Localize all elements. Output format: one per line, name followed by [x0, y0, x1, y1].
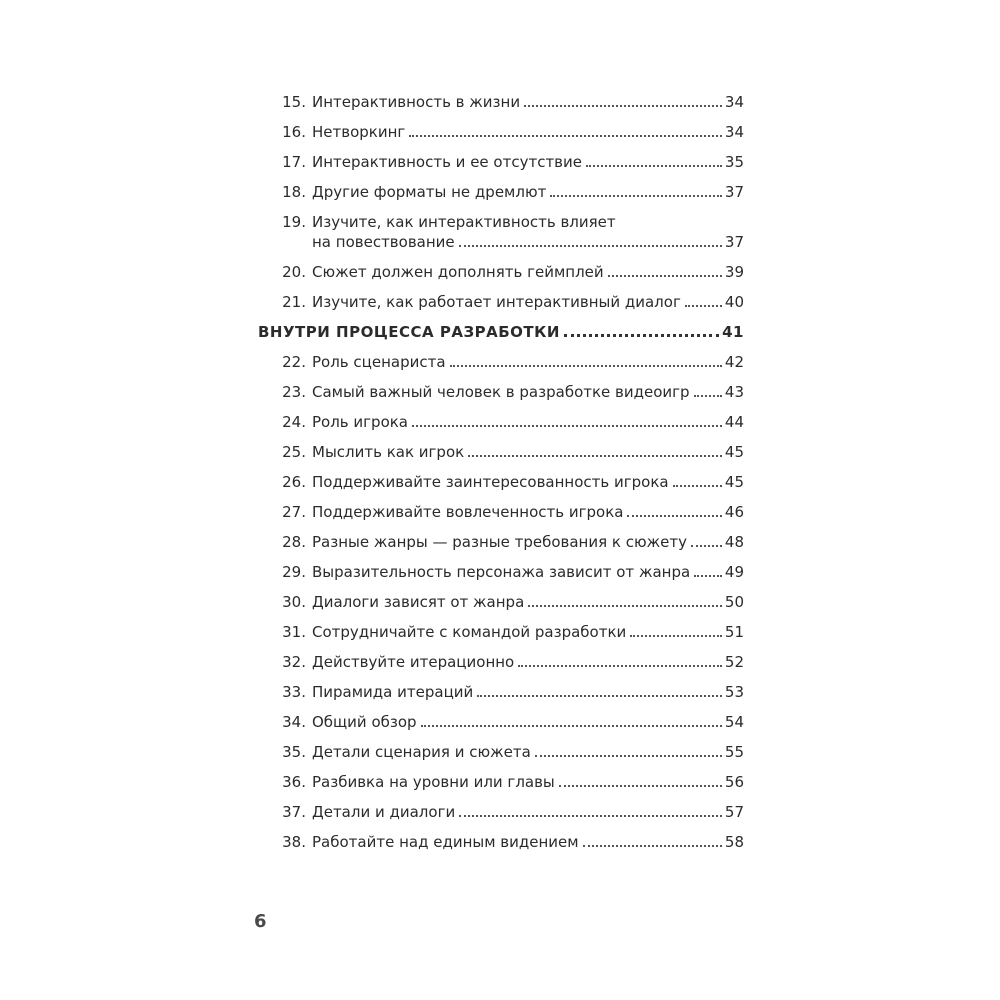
entry-page: 56 [724, 773, 744, 791]
entry-number: 34. [282, 713, 306, 731]
entry-number: 26. [282, 473, 306, 491]
toc-entry[interactable] [258, 292, 744, 312]
entry-number: 15. [282, 93, 306, 111]
entry-title: Сотрудничайте с командой разработки [312, 623, 627, 641]
dot-leader [409, 135, 722, 137]
entry-number: 31. [282, 623, 306, 641]
entry-number: 28. [282, 533, 306, 551]
toc-entry[interactable] [258, 92, 744, 112]
entry-number: 25. [282, 443, 306, 461]
entry-title: Работайте над единым видением [312, 833, 579, 851]
entry-title: Выразительность персонажа зависит от жанра [312, 563, 691, 581]
toc-entry[interactable] [258, 472, 744, 492]
section-heading[interactable] [258, 322, 744, 342]
entry-title: Разные жанры — разные требования к сюжету [312, 533, 687, 551]
toc-entry[interactable] [258, 352, 744, 372]
dot-leader [691, 545, 722, 547]
entry-page: 45 [724, 473, 744, 491]
toc-entry[interactable] [258, 152, 744, 172]
entry-title: Действуйте итерационно [312, 653, 515, 671]
entry-page: 49 [724, 563, 744, 581]
dot-leader [528, 605, 722, 607]
entry-page: 35 [724, 153, 744, 171]
entry-title: Поддерживайте вовлеченность игрока [312, 503, 624, 521]
dot-leader [685, 305, 722, 307]
entry-title: Самый важный человек в разработке видеоигр [312, 383, 690, 401]
entry-page: 37 [724, 233, 744, 251]
entry-number: 21. [282, 293, 306, 311]
entry-number: 30. [282, 593, 306, 611]
entry-number: 17. [282, 153, 306, 171]
entry-number: 16. [282, 123, 306, 141]
entry-page: 58 [724, 833, 744, 851]
toc-entry[interactable] [258, 622, 744, 642]
entry-page: 51 [724, 623, 744, 641]
entry-title: Интерактивность в жизни [312, 93, 521, 111]
toc-entry[interactable] [258, 712, 744, 732]
entry-title: Роль сценариста [312, 353, 446, 371]
entry-title: Сюжет должен дополнять геймплей [312, 263, 604, 281]
dot-leader [694, 575, 722, 577]
entry-page: 48 [724, 533, 744, 551]
entry-number: 20. [282, 263, 306, 281]
section-title: ВНУТРИ ПРОЦЕССА РАЗРАБОТКИ [258, 323, 560, 341]
entry-page: 53 [724, 683, 744, 701]
dot-leader [559, 785, 722, 787]
toc-entry[interactable] [258, 122, 744, 142]
entry-page: 44 [724, 413, 744, 431]
toc-entry[interactable] [258, 262, 744, 282]
toc-entry[interactable] [258, 592, 744, 612]
entry-title: Детали сценария и сюжета [312, 743, 531, 761]
entry-number: 35. [282, 743, 306, 761]
entry-title: Разбивка на уровни или главы [312, 773, 555, 791]
dot-leader [630, 635, 722, 637]
section-page: 41 [722, 323, 744, 341]
entry-number: 33. [282, 683, 306, 701]
entry-title: Мыслить как игрок [312, 443, 465, 461]
entry-page: 34 [724, 123, 744, 141]
toc-entry[interactable] [258, 652, 744, 672]
dot-leader [586, 165, 722, 167]
entry-number: 27. [282, 503, 306, 521]
dot-leader [673, 485, 722, 487]
entry-title: Изучите, как работает интерактивный диалог [312, 293, 681, 311]
dot-leader [421, 725, 722, 727]
dot-leader [564, 334, 719, 337]
entry-page: 54 [724, 713, 744, 731]
entry-number: 32. [282, 653, 306, 671]
dot-leader [627, 515, 721, 517]
entry-number: 23. [282, 383, 306, 401]
entry-page: 50 [724, 593, 744, 611]
dot-leader [459, 245, 722, 247]
entry-page: 52 [724, 653, 744, 671]
entry-number: 37. [282, 803, 306, 821]
entry-title: Другие форматы не дремлют [312, 183, 547, 201]
entry-page: 37 [724, 183, 744, 201]
dot-leader [608, 275, 722, 277]
dot-leader [583, 845, 722, 847]
toc-entry[interactable] [258, 682, 744, 702]
dot-leader [694, 395, 722, 397]
entry-page: 45 [724, 443, 744, 461]
entry-number: 29. [282, 563, 306, 581]
entry-page: 55 [724, 743, 744, 761]
entry-number: 24. [282, 413, 306, 431]
entry-number: 22. [282, 353, 306, 371]
entry-title: Интерактивность и ее отсутствие [312, 153, 582, 171]
toc-entry[interactable] [258, 412, 744, 432]
entry-number: 38. [282, 833, 306, 851]
toc-entry[interactable] [258, 382, 744, 402]
entry-page: 39 [724, 263, 744, 281]
entry-number: 36. [282, 773, 306, 791]
entry-page: 42 [724, 353, 744, 371]
toc-entry[interactable] [258, 742, 744, 762]
toc-entry[interactable] [258, 802, 744, 822]
dot-leader [412, 425, 722, 427]
table-of-contents [258, 92, 744, 862]
entry-page: 40 [724, 293, 744, 311]
dot-leader [535, 755, 722, 757]
toc-entry[interactable] [258, 772, 744, 792]
toc-entry[interactable] [258, 212, 744, 252]
dot-leader [468, 455, 722, 457]
entry-page: 57 [724, 803, 744, 821]
entry-title: Поддерживайте заинтересованность игрока [312, 473, 669, 491]
entry-title-line-1: Изучите, как интерактивность влияет [312, 213, 616, 231]
entry-title: Диалоги зависят от жанра [312, 593, 525, 611]
dot-leader [524, 105, 722, 107]
entry-page: 34 [724, 93, 744, 111]
dot-leader [459, 815, 722, 817]
page-number: 6 [254, 911, 267, 932]
entry-title: Детали и диалоги [312, 803, 456, 821]
entry-title: Общий обзор [312, 713, 417, 731]
toc-entry[interactable] [258, 832, 744, 852]
entry-title: Пирамида итераций [312, 683, 474, 701]
toc-entry-list [258, 352, 744, 852]
entry-title: Роль игрока [312, 413, 408, 431]
dot-leader [477, 695, 722, 697]
toc-entry[interactable] [258, 562, 744, 582]
dot-leader [450, 365, 722, 367]
toc-entry[interactable] [258, 502, 744, 522]
entry-page: 46 [724, 503, 744, 521]
dot-leader [550, 195, 722, 197]
entry-number: 19. [282, 213, 306, 231]
toc-entry[interactable] [258, 532, 744, 552]
entry-number: 18. [282, 183, 306, 201]
dot-leader [518, 665, 722, 667]
entry-title-line-2: на повествование [312, 233, 455, 251]
entry-page: 43 [724, 383, 744, 401]
toc-entry[interactable] [258, 182, 744, 202]
toc-entry[interactable] [258, 442, 744, 462]
entry-title: Нетворкинг [312, 123, 406, 141]
